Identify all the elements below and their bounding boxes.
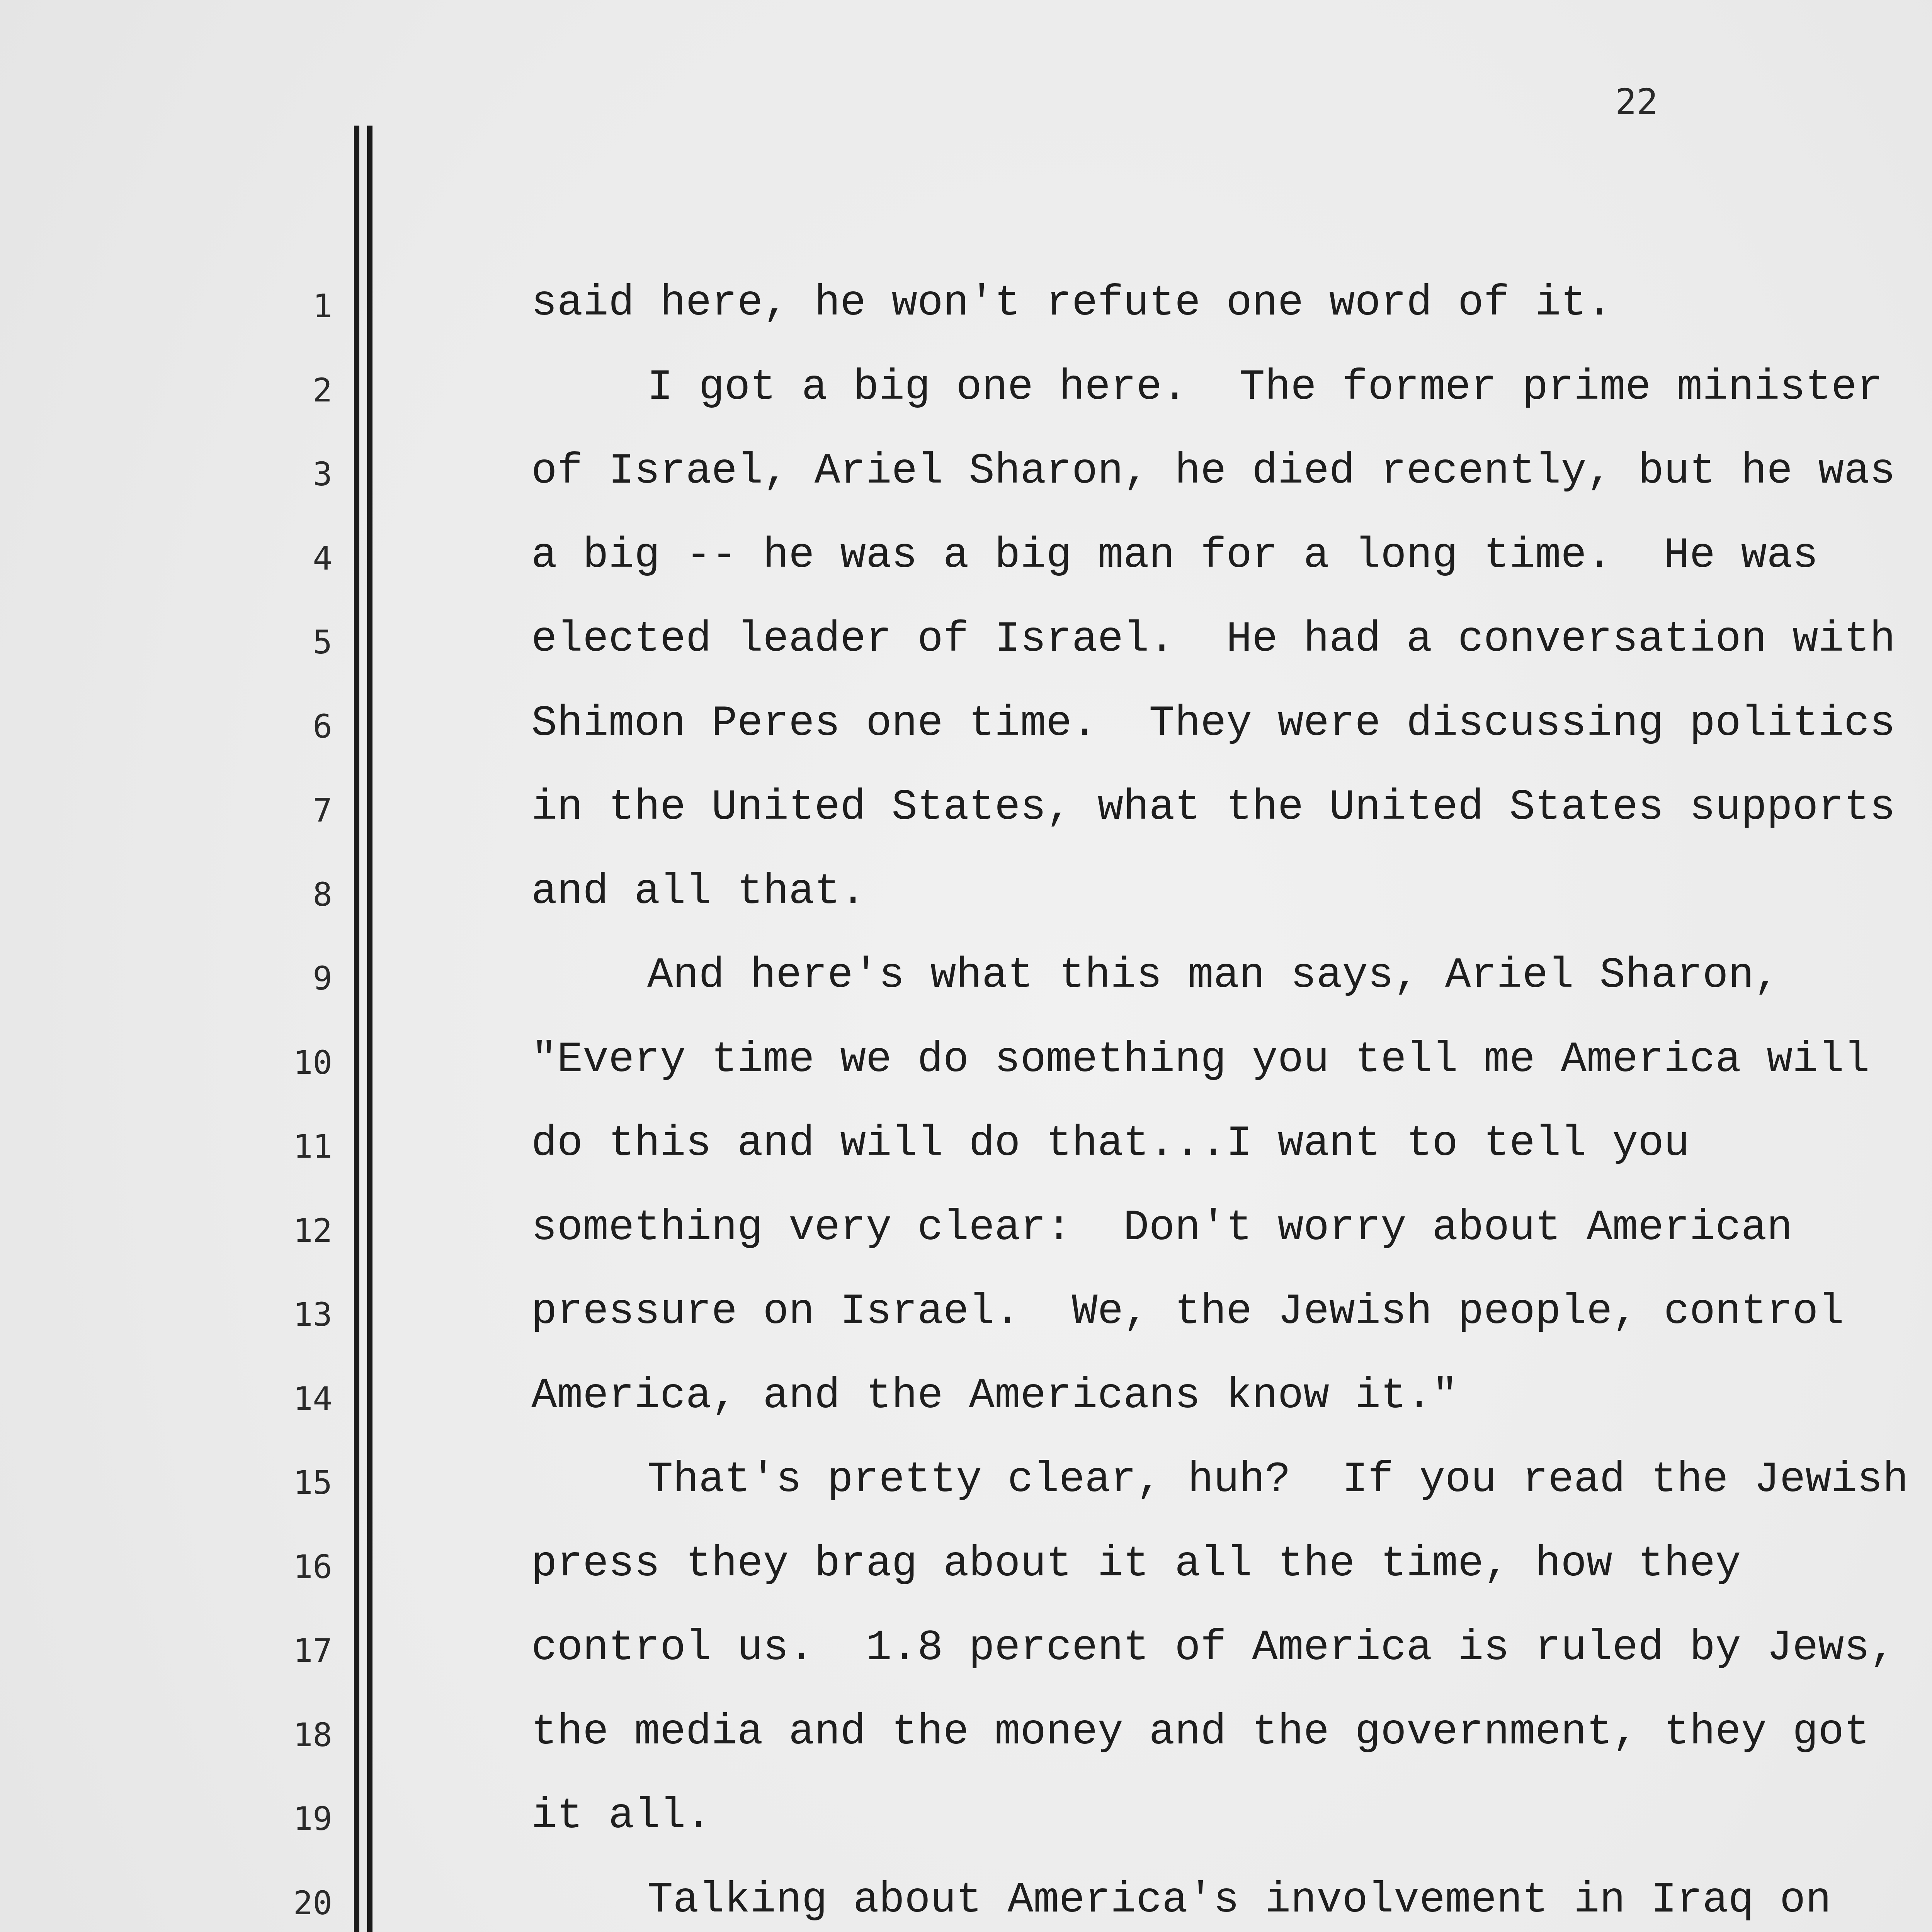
transcript-line: "Every time we do something you tell me America will (531, 1036, 1870, 1084)
transcript-line: do this and will do that...I want to tell you (531, 1120, 1690, 1168)
page-number: 22 (1615, 81, 1658, 122)
line-number: 7 (313, 791, 332, 829)
line-number: 10 (293, 1043, 332, 1082)
line-number: 11 (293, 1128, 332, 1165)
line-number: 14 (293, 1379, 332, 1418)
line-number: 18 (293, 1716, 332, 1754)
transcript-line: control us. 1.8 percent of America is ruled by Jews, (531, 1624, 1896, 1672)
transcript-line: press they brag about it all the time, how they (531, 1540, 1741, 1588)
transcript-line: something very clear: Don't worry about American (531, 1204, 1793, 1252)
line-number: 6 (313, 707, 332, 745)
line-number: 15 (293, 1464, 332, 1502)
line-number: 19 (293, 1800, 332, 1838)
line-number: 13 (293, 1296, 332, 1333)
line-number: 8 (313, 875, 332, 913)
transcript-line: of Israel, Ariel Sharon, he died recently, but he was (531, 447, 1896, 496)
transcript-line: pressure on Israel. We, the Jewish people, control (531, 1288, 1844, 1336)
line-number: 3 (313, 455, 332, 493)
line-number: 16 (293, 1548, 332, 1586)
transcript-line: And here's what this man says, Ariel Sharon, (647, 952, 1780, 1000)
transcript-line: America, and the Americans know it." (531, 1372, 1458, 1420)
transcript-line: elected leader of Israel. He had a conversation with (531, 616, 1896, 664)
transcript-line: the media and the money and the government, they got (531, 1708, 1870, 1757)
line-number: 4 (313, 539, 332, 577)
transcript-line: That's pretty clear, huh? If you read the Jewish (647, 1456, 1908, 1504)
margin-rule-right (367, 126, 372, 1932)
transcript-line: said here, he won't refute one word of it. (531, 279, 1612, 328)
line-number: 1 (313, 287, 332, 325)
line-number: 17 (293, 1632, 332, 1670)
line-number: 2 (313, 371, 332, 409)
line-number: 9 (313, 959, 332, 997)
transcript-line: Talking about America's involvement in Iraq on (647, 1876, 1832, 1925)
transcript-line: I got a big one here. The former prime minister (647, 363, 1883, 412)
transcript-line: in the United States, what the United States supports (531, 784, 1896, 832)
line-number: 5 (313, 623, 332, 661)
transcript-line: it all. (531, 1792, 712, 1840)
line-number: 20 (293, 1884, 332, 1922)
transcript-line: a big -- he was a big man for a long time. He was (531, 531, 1818, 580)
line-number: 12 (293, 1211, 332, 1250)
margin-rule-left (354, 126, 359, 1932)
transcript-line: and all that. (531, 867, 866, 916)
transcript-line: Shimon Peres one time. They were discussing politics (531, 699, 1896, 748)
